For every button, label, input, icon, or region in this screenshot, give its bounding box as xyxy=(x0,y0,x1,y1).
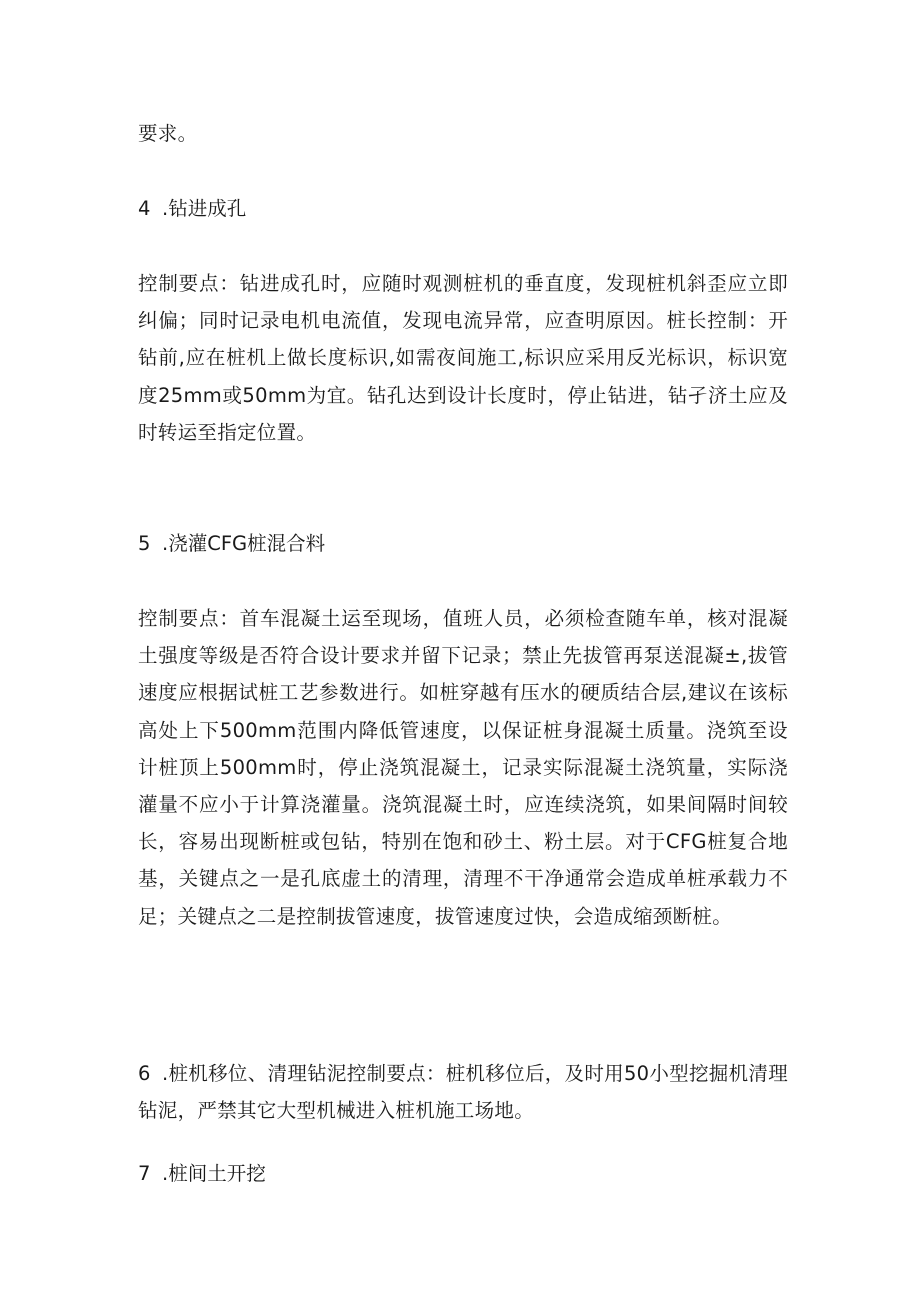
section-7-heading xyxy=(138,1155,266,1192)
intro-tail-text: 要求。 xyxy=(138,122,198,145)
section-7-title: .桩间土开挖 xyxy=(162,1162,266,1185)
section-5-heading xyxy=(138,525,325,562)
section-5-number: 5 xyxy=(138,532,151,555)
section-6-paragraph xyxy=(138,1055,788,1129)
section-4-heading xyxy=(138,190,246,227)
section-4-title: .钻进成孔 xyxy=(162,197,247,220)
section-6-body: .桩机移位、清理钻泥控制要点：桩机移位后，及时用50小型挖掘机清理钻泥，严禁其它大型机械进入桩机施工场地。 xyxy=(138,1062,788,1123)
section-5-body: 控制要点：首车混凝土运至现场，值班人员，必须检查随车单，核对混凝土强度等级是否符合设计要求并留下记录；禁止先拔管再泵送混凝±,拔管速度应根据试桩工艺参数进行。如桩穿越有压水的硬质结合层,建议在该标高处上下500mm范围内降低管速度，以保证桩身混凝土质量。浇筑至设计桩顶上500mm时，停止浇筑混凝土，记录实际混凝土浇筑量，实际浇灌量不应小于计算浇灌量。浇筑混凝土时，应连续浇筑，如果间隔时间较长，容易出现断桩或包钻，特别在饱和砂土、粉土层。对于CFG桩复合地基，关键点之一是孔底虚土的清理，清理不干净通常会造成单桩承载力不足；关键点之二是控制拔管速度，拔管速度过快，会造成缩颈断桩。 xyxy=(138,607,788,928)
section-6-number: 6 xyxy=(138,1062,151,1085)
section-4-body: 控制要点：钻进成孔时，应随时观测桩机的垂直度，发现桩机斜歪应立即纠偏；同时记录电机电流值，发现电流异常，应查明原因。桩长控制：开钻前,应在桩机上做长度标识,如需夜间施工,标识应采用反光标识，标识宽度25mm或50mm为宜。钻孔达到设计长度时，停止钻进，钻孑济土应及时转运至指定位置。 xyxy=(138,272,788,444)
section-7-number: 7 xyxy=(138,1162,151,1185)
section-5-title: .浇灌CFG桩混合料 xyxy=(162,532,326,555)
section-4-number: 4 xyxy=(138,197,151,220)
